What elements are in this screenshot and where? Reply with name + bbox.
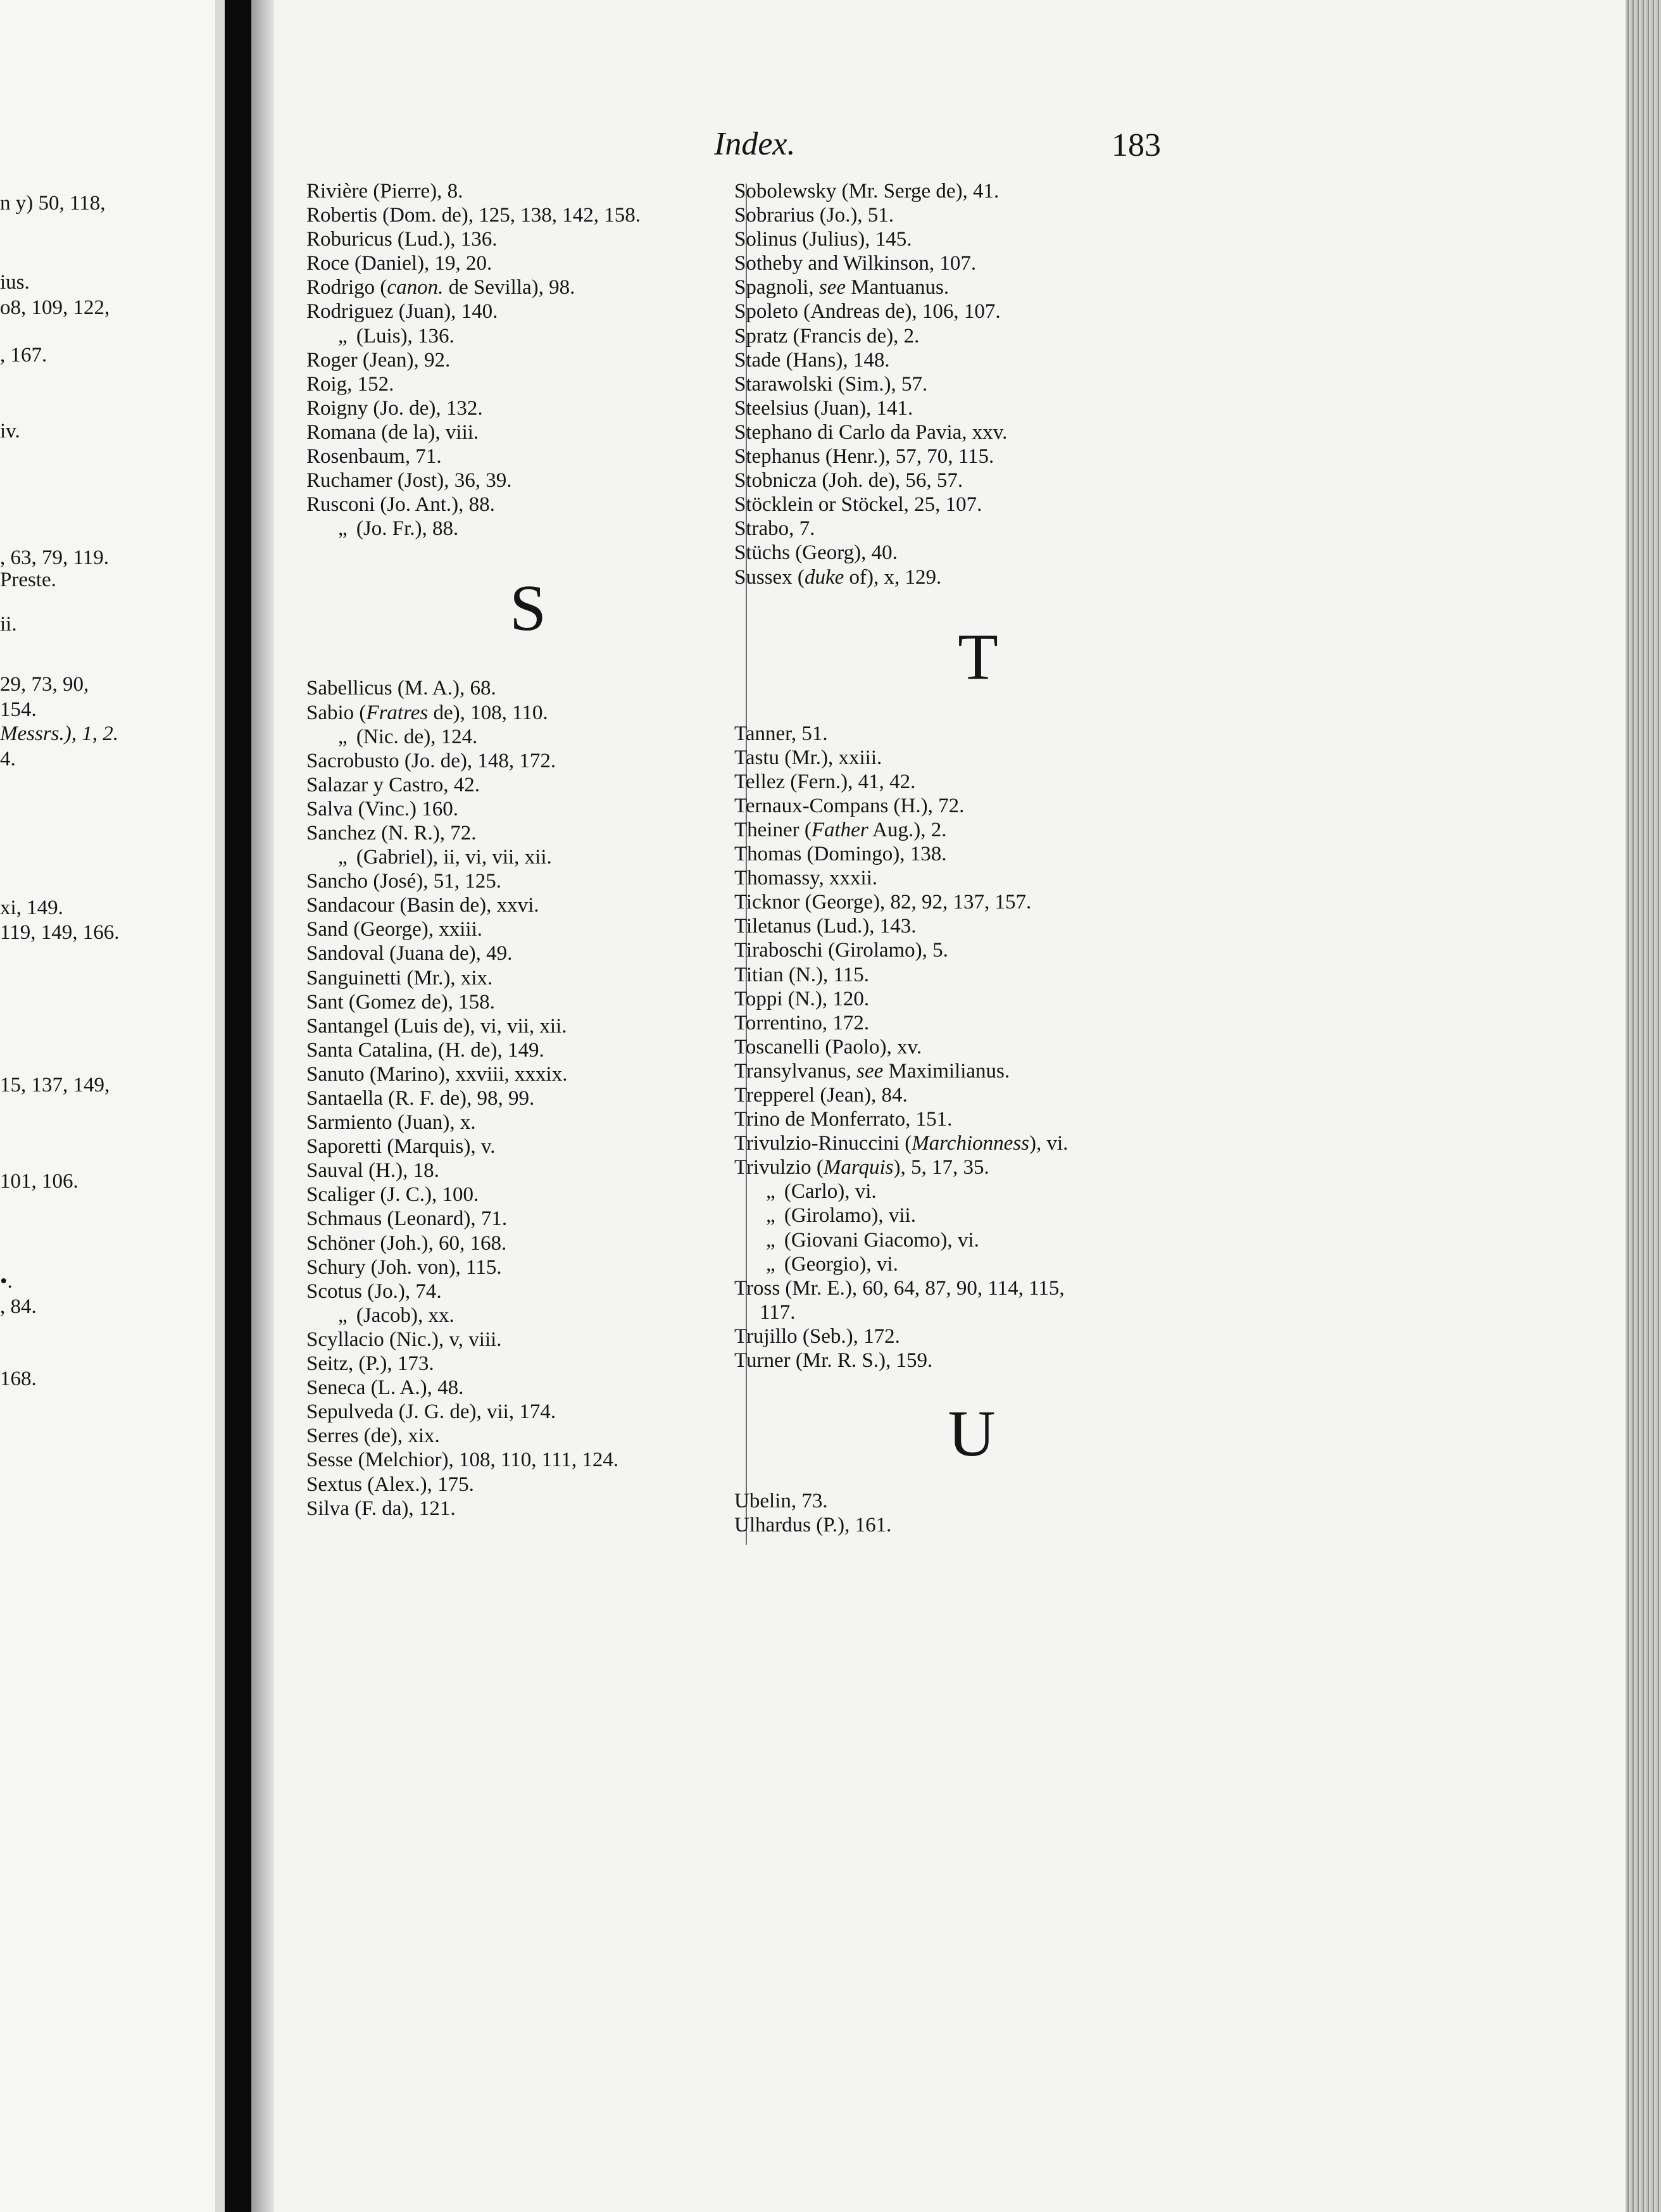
index-entry: Roburicus (Lud.), 136.: [306, 228, 498, 251]
index-entry: Roce (Daniel), 19, 20.: [306, 252, 492, 275]
index-entry: Sepulveda (J. G. de), vii, 174.: [306, 1400, 556, 1424]
index-entry: „ (Georgio), vi.: [766, 1252, 898, 1276]
index-entry: Sacrobusto (Jo. de), 148, 172.: [306, 749, 556, 772]
index-entry: „ (Jo. Fr.), 88.: [338, 517, 459, 541]
index-entry: Serres (de), xix.: [306, 1424, 440, 1448]
index-entry: Santa Catalina, (H. de), 149.: [306, 1038, 544, 1062]
running-head: Index.: [714, 126, 796, 162]
prev-page-fragment: Messrs.), 1, 2.: [0, 722, 118, 745]
index-entry: Seneca (L. A.), 48.: [306, 1376, 464, 1400]
index-entry: Sotheby and Wilkinson, 107.: [734, 252, 977, 275]
index-entry: „ (Carlo), vi.: [766, 1180, 877, 1203]
index-entry: Ulhardus (P.), 161.: [734, 1514, 892, 1537]
index-entry: Sandoval (Juana de), 49.: [306, 942, 513, 965]
index-entry: Roig, 152.: [306, 372, 394, 396]
index-entry: Tanner, 51.: [734, 722, 828, 745]
index-entry: Romana (de la), viii.: [306, 420, 479, 444]
index-entry: Ubelin, 73.: [734, 1490, 828, 1513]
index-entry: Schury (Joh. von), 115.: [306, 1255, 502, 1279]
index-entry: „ (Nic. de), 124.: [338, 725, 478, 748]
prev-page-fragment: 168.: [0, 1367, 37, 1390]
index-entry: Sobrarius (Jo.), 51.: [734, 204, 894, 227]
prev-page-fragment: ius.: [0, 271, 30, 294]
prev-page-fragment: o8, 109, 122,: [0, 296, 110, 319]
section-letter-t: T: [958, 620, 998, 693]
index-entry: Stöcklein or Stöckel, 25, 107.: [734, 493, 982, 517]
prev-page-fragment: , 63, 79, 119.: [0, 546, 110, 569]
index-entry: Robertis (Dom. de), 125, 138, 142, 158.: [306, 204, 641, 227]
index-entry: Saporetti (Marquis), v.: [306, 1135, 496, 1159]
prev-page-fragment: 119, 149, 166.: [0, 921, 120, 944]
index-entry: Trepperel (Jean), 84.: [734, 1084, 908, 1107]
index-entry: Ruchamer (Jost), 36, 39.: [306, 469, 512, 493]
index-entry: Tiletanus (Lud.), 143.: [734, 915, 917, 938]
prev-page-fragment: 29, 73, 90,: [0, 673, 89, 696]
index-entry: „ (Gabriel), ii, vi, vii, xii.: [338, 846, 552, 869]
index-entry: Rusconi (Jo. Ant.), 88.: [306, 493, 495, 517]
index-entry: „ (Giovani Giacomo), vi.: [766, 1228, 979, 1252]
index-entry: Stade (Hans), 148.: [734, 348, 890, 372]
index-entry: Rosenbaum, 71.: [306, 445, 442, 468]
index-entry-continuation: 117.: [760, 1300, 796, 1324]
index-entry: Toscanelli (Paolo), xv.: [734, 1035, 922, 1059]
index-entry: Strabo, 7.: [734, 517, 815, 541]
index-entry: Sabellicus (M. A.), 68.: [306, 677, 496, 700]
prev-page-fragment: n y) 50, 118,: [0, 192, 106, 215]
index-entry: Silva (F. da), 121.: [306, 1497, 456, 1520]
index-entry: Sextus (Alex.), 175.: [306, 1473, 474, 1496]
index-entry: Tross (Mr. E.), 60, 64, 87, 90, 114, 115,: [734, 1276, 1065, 1300]
index-entry: Sancho (José), 51, 125.: [306, 870, 501, 893]
index-entry: Scaliger (J. C.), 100.: [306, 1183, 479, 1207]
index-entry: Trino de Monferrato, 151.: [734, 1108, 953, 1131]
index-entry: Spoleto (Andreas de), 106, 107.: [734, 300, 1001, 324]
index-entry: Schöner (Joh.), 60, 168.: [306, 1231, 507, 1255]
index-entry: „ (Jacob), xx.: [338, 1304, 454, 1327]
index-entry: Roigny (Jo. de), 132.: [306, 396, 483, 420]
index-column-right: [734, 179, 1165, 1537]
index-entry: Ternaux-Compans (H.), 72.: [734, 794, 965, 817]
index-entry: Sauval (H.), 18.: [306, 1159, 439, 1183]
index-entry: Sanuto (Marino), xxviii, xxxix.: [306, 1062, 568, 1086]
index-entry: Roger (Jean), 92.: [306, 348, 451, 372]
index-entry: Sesse (Melchior), 108, 110, 111, 124.: [306, 1448, 619, 1472]
index-entry: Tellez (Fern.), 41, 42.: [734, 770, 916, 793]
index-entry: „ (Girolamo), vii.: [766, 1204, 916, 1228]
prev-page-fragment: iv.: [0, 420, 20, 443]
index-entry: Trivulzio-Rinuccini (Marchionness), vi.: [734, 1132, 1069, 1155]
index-entry: Salazar y Castro, 42.: [306, 773, 480, 796]
index-entry: Transylvanus, see Maximilianus.: [734, 1059, 1010, 1083]
index-entry: Theiner (Father Aug.), 2.: [734, 818, 947, 841]
index-entry: Steelsius (Juan), 141.: [734, 396, 913, 420]
prev-page-fragment: 15, 137, 149,: [0, 1074, 110, 1097]
index-entry: Rivière (Pierre), 8.: [306, 180, 463, 203]
index-entry: Sand (George), xxiii.: [306, 918, 483, 941]
index-entry: Sobolewsky (Mr. Serge de), 41.: [734, 180, 1000, 203]
index-entry: Thomassy, xxxii.: [734, 867, 878, 890]
prev-page-fragment: Preste.: [0, 569, 56, 591]
index-entry: Starawolski (Sim.), 57.: [734, 372, 928, 396]
index-entry: Spratz (Francis de), 2.: [734, 324, 920, 348]
index-entry: Tastu (Mr.), xxiii.: [734, 746, 882, 769]
index-entry: Rodrigo (canon. de Sevilla), 98.: [306, 276, 575, 299]
index-entry: Sarmiento (Juan), x.: [306, 1111, 476, 1134]
index-entry: Santaella (R. F. de), 98, 99.: [306, 1087, 535, 1110]
index-entry: Santangel (Luis de), vi, vii, xii.: [306, 1014, 567, 1038]
index-entry: Toppi (N.), 120.: [734, 987, 870, 1010]
index-entry: Schmaus (Leonard), 71.: [306, 1207, 508, 1231]
index-entry: Sabio (Fratres de), 108, 110.: [306, 701, 548, 724]
index-entry: Trujillo (Seb.), 172.: [734, 1324, 900, 1348]
section-letter-u: U: [948, 1397, 996, 1471]
prev-page-fragment: •.: [0, 1270, 13, 1293]
index-entry: Scotus (Jo.), 74.: [306, 1279, 442, 1303]
book-gutter: [225, 0, 251, 2212]
index-entry: Stobnicza (Joh. de), 56, 57.: [734, 469, 963, 493]
index-entry: Scyllacio (Nic.), v, viii.: [306, 1328, 502, 1351]
index-column-left: [306, 179, 749, 1521]
prev-page-fragment: 101, 106.: [0, 1170, 78, 1193]
page-stack-edge: [1626, 0, 1661, 2212]
index-entry: Thomas (Domingo), 138.: [734, 843, 947, 866]
index-entry: Sanguinetti (Mr.), xix.: [306, 966, 493, 990]
prev-page-fragment: 4.: [0, 748, 16, 770]
previous-page-edge: [215, 0, 225, 2212]
prev-page-fragment: ii.: [0, 613, 17, 636]
index-entry: Sussex (duke of), x, 129.: [734, 565, 942, 589]
index-entry: Sanchez (N. R.), 72.: [306, 821, 477, 845]
index-entry: Stüchs (Georg), 40.: [734, 541, 898, 565]
index-entry: Solinus (Julius), 145.: [734, 228, 912, 251]
index-entry: Tiraboschi (Girolamo), 5.: [734, 939, 948, 962]
prev-page-fragment: xi, 149.: [0, 896, 63, 919]
index-entry: Stephanus (Henr.), 57, 70, 115.: [734, 445, 994, 468]
index-entry: Rodriguez (Juan), 140.: [306, 300, 498, 324]
index-entry: Turner (Mr. R. S.), 159.: [734, 1349, 933, 1373]
prev-page-fragment: , 84.: [0, 1295, 37, 1318]
index-entry: Seitz, (P.), 173.: [306, 1352, 434, 1376]
index-entry: Spagnoli, see Mantuanus.: [734, 276, 950, 299]
index-entry: Titian (N.), 115.: [734, 963, 869, 986]
index-entry: Salva (Vinc.) 160.: [306, 797, 458, 820]
section-letter-s: S: [510, 572, 546, 645]
index-entry: „ (Luis), 136.: [338, 324, 454, 348]
index-entry: Sant (Gomez de), 158.: [306, 990, 495, 1014]
index-entry: Torrentino, 172.: [734, 1011, 870, 1034]
index-entry: Trivulzio (Marquis), 5, 17, 35.: [734, 1156, 989, 1179]
index-entry: Stephano di Carlo da Pavia, xxv.: [734, 420, 1008, 444]
previous-page: [0, 0, 225, 2212]
page-number: 183: [1112, 127, 1161, 163]
index-entry: Sandacour (Basin de), xxvi.: [306, 894, 539, 917]
prev-page-fragment: 154.: [0, 698, 37, 721]
prev-page-fragment: , 167.: [0, 344, 47, 367]
index-entry: Ticknor (George), 82, 92, 137, 157.: [734, 891, 1032, 914]
gutter-shadow: [251, 0, 274, 2212]
